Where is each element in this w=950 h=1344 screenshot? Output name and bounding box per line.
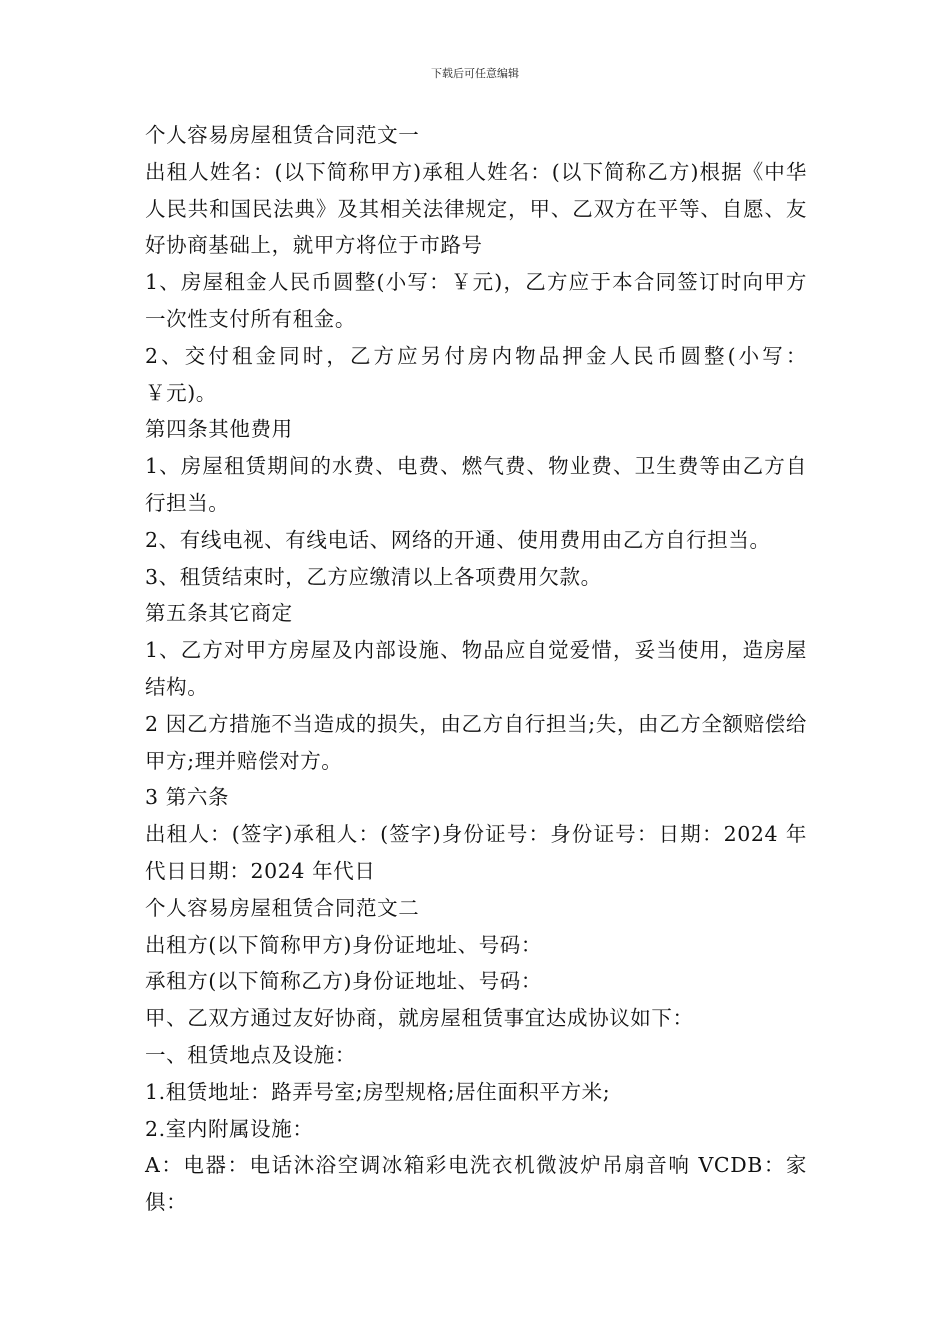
document-body: [145, 117, 807, 1221]
section-heading-4: 第四条其他费用: [145, 417, 293, 442]
section-heading-5: 第五条其它商定: [145, 601, 293, 626]
paragraph-appliances: A：电器：电话沐浴空调冰箱彩电洗衣机微波炉吊扇音响 VCDB：家俱：: [145, 1153, 807, 1215]
paragraph-address: 1.租赁地址：路弄号室;房型规格;居住面积平方米;: [145, 1079, 611, 1104]
paragraph-lessor: 出租方(以下简称甲方)身份证地址、号码：: [145, 932, 542, 957]
paragraph-agreement: 甲、乙双方通过友好协商，就房屋租赁事宜达成协议如下：: [145, 1006, 694, 1031]
paragraph-rent: 1、房屋租金人民币圆整(小写：￥元)，乙方应于本合同签订时向甲方一次性支付所有租金。: [145, 270, 807, 331]
doc-title-1: 个人容易房屋租赁合同范文一: [145, 123, 420, 147]
paragraph-loss: 2 因乙方措施不当造成的损失，由乙方自行担当;失，由乙方全额赔偿给甲方;理并赔偿对方。: [145, 711, 807, 773]
paragraph-signatures: 出租人：(签字)承租人：(签字)身份证号：身份证号：日期：2024 年代日日期：2024 年代日: [145, 822, 807, 883]
paragraph-settlement: 3、租赁结束时，乙方应缴清以上各项费用欠款。: [145, 564, 602, 589]
paragraph-deposit: 2、交付租金同时，乙方应另付房内物品押金人民币圆整(小写：￥元)。: [145, 343, 807, 405]
paragraph-care: 1、乙方对甲方房屋及内部设施、物品应自觉爱惜，妥当使用，造房屋结构。: [145, 638, 807, 699]
section-heading-location: 一、租赁地点及设施：: [145, 1042, 356, 1067]
paragraph-utilities: 1、房屋租赁期间的水费、电费、燃气费、物业费、卫生费等由乙方自行担当。: [145, 454, 807, 515]
page-header-note: 下载后可任意编辑: [431, 67, 519, 80]
paragraph-facilities: 2.室内附属设施：: [145, 1116, 314, 1141]
paragraph-parties: 出租人姓名：(以下简称甲方)承租人姓名：(以下简称乙方)根据《中华人民共和国民法典》及其相关法律规定，甲、乙双方在平等、自愿、友好协商基础上，就甲方将位于市路号: [145, 159, 807, 258]
section-heading-6: 3 第六条: [145, 785, 230, 810]
doc-title-2: 个人容易房屋租赁合同范文二: [145, 895, 420, 920]
paragraph-cable: 2、有线电视、有线电话、网络的开通、使用费用由乙方自行担当。: [145, 527, 771, 552]
paragraph-lessee: 承租方(以下简称乙方)身份证地址、号码：: [145, 969, 542, 994]
